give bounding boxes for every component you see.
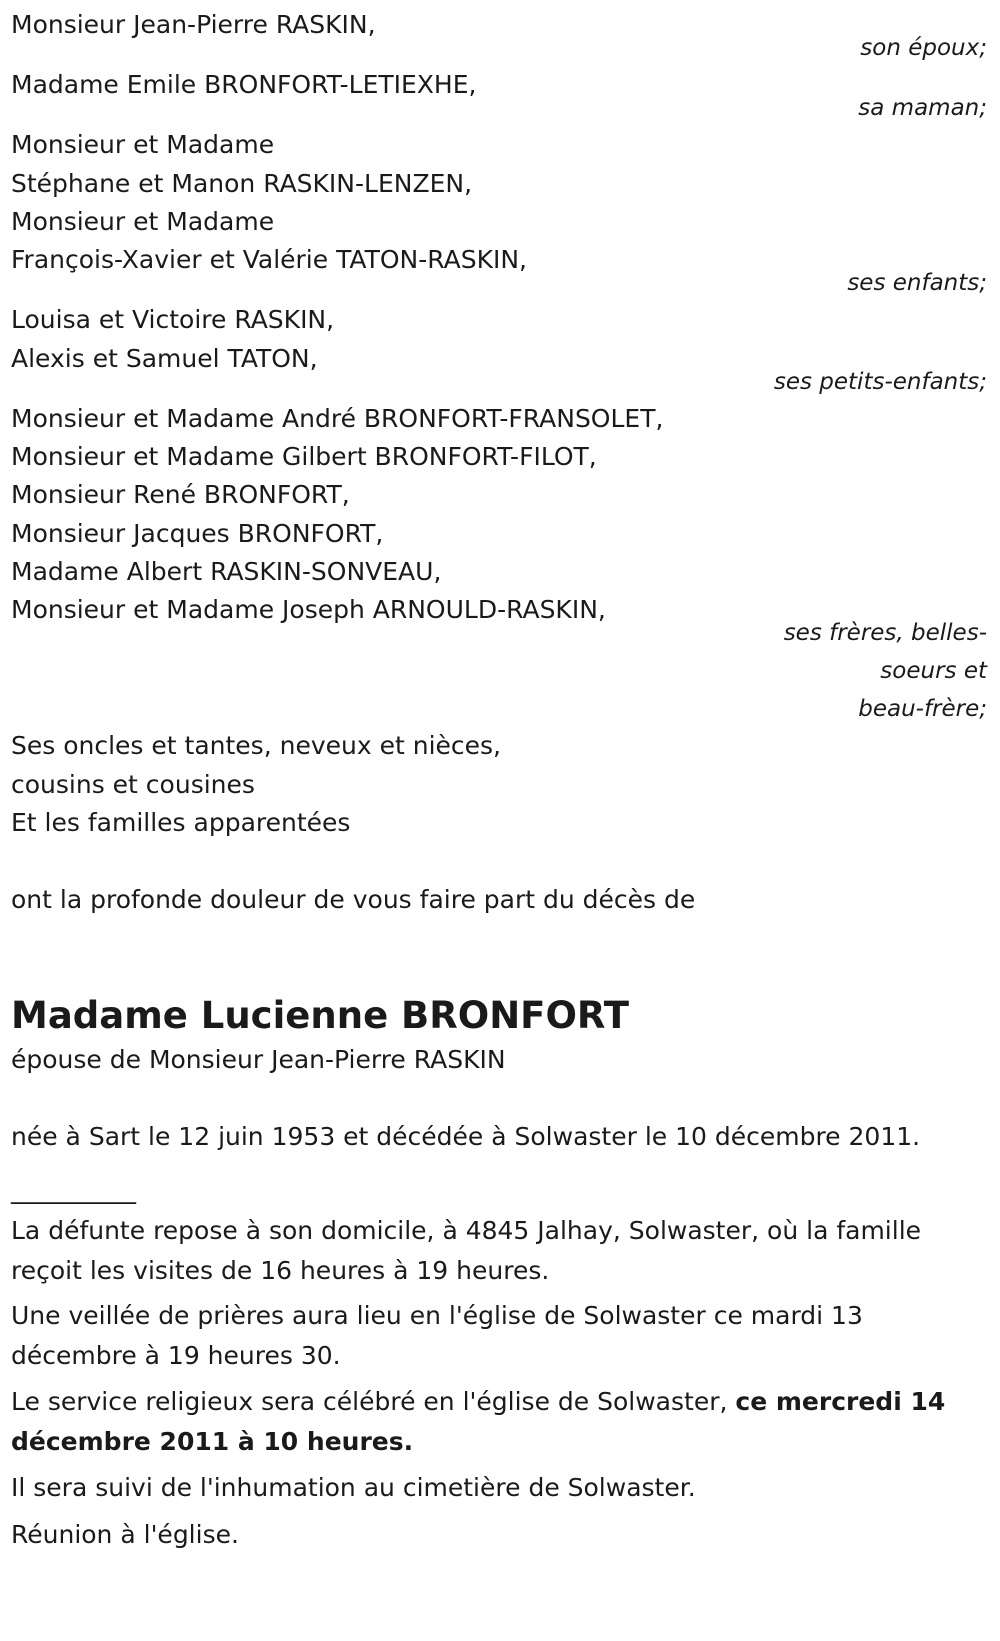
visitation-paragraph: La défunte repose à son domicile, à 4845 Jalhay, Solwaster, où la famille reçoit les visites de 16 heures à 19 heures. xyxy=(11,1216,922,1285)
family-line: Ses oncles et tantes, neveux et nièces, xyxy=(11,731,501,760)
family-line: Monsieur et Madame André BRONFORT-FRANSOLET, xyxy=(11,404,664,433)
vigil-paragraph: Une veillée de prières aura lieu en l'église de Solwaster ce mardi 13 décembre à 19 heures 30. xyxy=(11,1301,863,1370)
service-paragraph xyxy=(11,1382,986,1462)
burial-paragraph: Il sera suivi de l'inhumation au cimetière de Solwaster. xyxy=(11,1473,696,1502)
relation-label: ses petits-enfants; xyxy=(773,369,987,395)
family-line: François-Xavier et Valérie TATON-RASKIN, xyxy=(11,245,527,274)
family-line: Alexis et Samuel TATON, xyxy=(11,344,318,373)
family-line: Monsieur et Madame Joseph ARNOULD-RASKIN, xyxy=(11,595,606,624)
family-line: Monsieur et Madame xyxy=(11,207,275,236)
family-line: Madame Albert RASKIN-SONVEAU, xyxy=(11,557,442,586)
family-line: Et les familles apparentées xyxy=(11,808,351,837)
family-line: Louisa et Victoire RASKIN, xyxy=(11,305,335,334)
birth-death-line: née à Sart le 12 juin 1953 et décédée à Solwaster le 10 décembre 2011. xyxy=(11,1122,921,1151)
family-line: Madame Emile BRONFORT-LETIEXHE, xyxy=(11,70,477,99)
separator: __________ xyxy=(11,1175,136,1204)
family-line: Monsieur Jean-Pierre RASKIN, xyxy=(11,10,376,39)
spouse-line: épouse de Monsieur Jean-Pierre RASKIN xyxy=(11,1045,506,1074)
service-text: Le service religieux sera célébré en l'église de Solwaster, xyxy=(11,1387,736,1416)
family-line: Stéphane et Manon RASKIN-LENZEN, xyxy=(11,169,473,198)
meeting-paragraph: Réunion à l'église. xyxy=(11,1520,239,1549)
family-line: Monsieur et Madame Gilbert BRONFORT-FILOT, xyxy=(11,442,597,471)
relation-label: soeurs et xyxy=(880,658,987,684)
deceased-name: Madame Lucienne BRONFORT xyxy=(11,994,629,1037)
announcement-text: ont la profonde douleur de vous faire part du décès de xyxy=(11,885,696,914)
relation-label: ses frères, belles- xyxy=(783,620,987,646)
family-line: Monsieur René BRONFORT, xyxy=(11,480,350,509)
family-line: cousins et cousines xyxy=(11,770,255,799)
family-line: Monsieur Jacques BRONFORT, xyxy=(11,519,384,548)
service-date: ce mercredi 14 décembre 2011 à 10 heures. xyxy=(11,1387,946,1456)
relation-label: son époux; xyxy=(860,35,987,61)
relation-label: ses enfants; xyxy=(847,270,987,296)
relation-label: sa maman; xyxy=(858,95,987,121)
family-line: Monsieur et Madame xyxy=(11,130,275,159)
relation-label: beau-frère; xyxy=(858,696,987,722)
